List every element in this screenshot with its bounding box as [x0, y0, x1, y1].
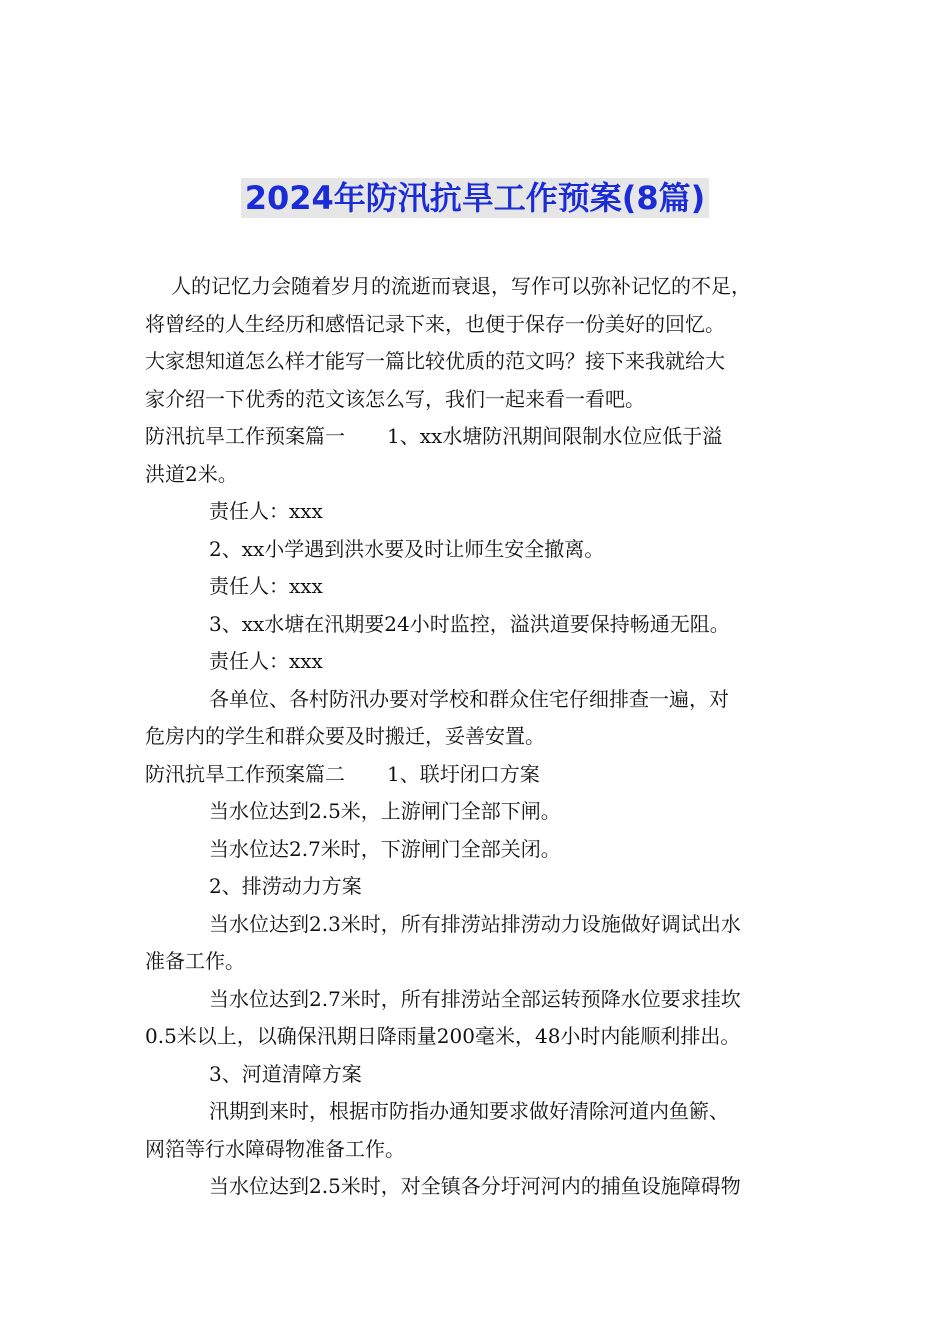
title-container	[0, 178, 950, 218]
paragraph-line: 洪道2米。	[145, 461, 238, 486]
paragraph-text: 1、联圩闭口方案	[387, 761, 540, 786]
document-body	[145, 268, 815, 1206]
section-line-1	[145, 418, 815, 456]
section-line-2	[145, 756, 815, 794]
responsible-person-line: 责任人：xxx	[209, 499, 323, 523]
subheading-line: 3、河道清障方案	[209, 1061, 362, 1086]
paragraph-line: 家介绍一下优秀的范文该怎么写，我们一起来看一看吧。	[145, 386, 645, 411]
paragraph-line: 当水位达到2.5米，上游闸门全部下闸。	[209, 799, 561, 823]
paragraph-line: 3、xx水塘在汛期要24小时监控，溢洪道要保持畅通无阻。	[209, 611, 730, 636]
paragraph-line: 汛期到来时，根据市防指办通知要求做好清除河道内鱼簖、	[209, 1099, 729, 1123]
section-heading-1: 防汛抗旱工作预案篇一	[145, 424, 345, 448]
paragraph-line: 当水位达到2.3米时，所有排涝站排涝动力设施做好调试出水	[209, 911, 741, 936]
paragraph-line: 2、xx小学遇到洪水要及时让师生安全撤离。	[209, 536, 605, 561]
responsible-person-line: 责任人：xxx	[209, 574, 323, 598]
subheading-line: 2、排涝动力方案	[209, 874, 362, 898]
paragraph-line: 危房内的学生和群众要及时搬迁，妥善安置。	[145, 724, 545, 748]
responsible-person-line: 责任人：xxx	[209, 649, 323, 673]
paragraph-line: 准备工作。	[145, 949, 245, 973]
document-title: 2024年防汛抗旱工作预案(8篇)	[241, 178, 710, 218]
paragraph-line: 当水位达到2.7米时，所有排涝站全部运转预降水位要求挂坎	[209, 986, 741, 1011]
section-heading-2: 防汛抗旱工作预案篇二	[145, 761, 345, 786]
paragraph-line: 人的记忆力会随着岁月的流逝而衰退，写作可以弥补记忆的不足，	[171, 274, 751, 298]
paragraph-line: 0.5米以上，以确保汛期日降雨量200毫米，48小时内能顺利排出。	[145, 1024, 741, 1048]
paragraph-line: 当水位达2.7米时，下游闸门全部关闭。	[209, 836, 561, 861]
paragraph-line: 当水位达到2.5米时，对全镇各分圩河河内的捕鱼设施障碍物	[209, 1174, 741, 1198]
paragraph-text: 1、xx水塘防汛期间限制水位应低于溢	[387, 424, 723, 448]
paragraph-line: 网箔等行水障碍物准备工作。	[145, 1136, 405, 1161]
paragraph-line: 将曾经的人生经历和感悟记录下来，也便于保存一份美好的回忆。	[145, 311, 725, 336]
paragraph-line: 大家想知道怎么样才能写一篇比较优质的范文吗？接下来我就给大	[145, 349, 725, 373]
paragraph-line: 各单位、各村防汛办要对学校和群众住宅仔细排查一遍，对	[209, 686, 729, 711]
